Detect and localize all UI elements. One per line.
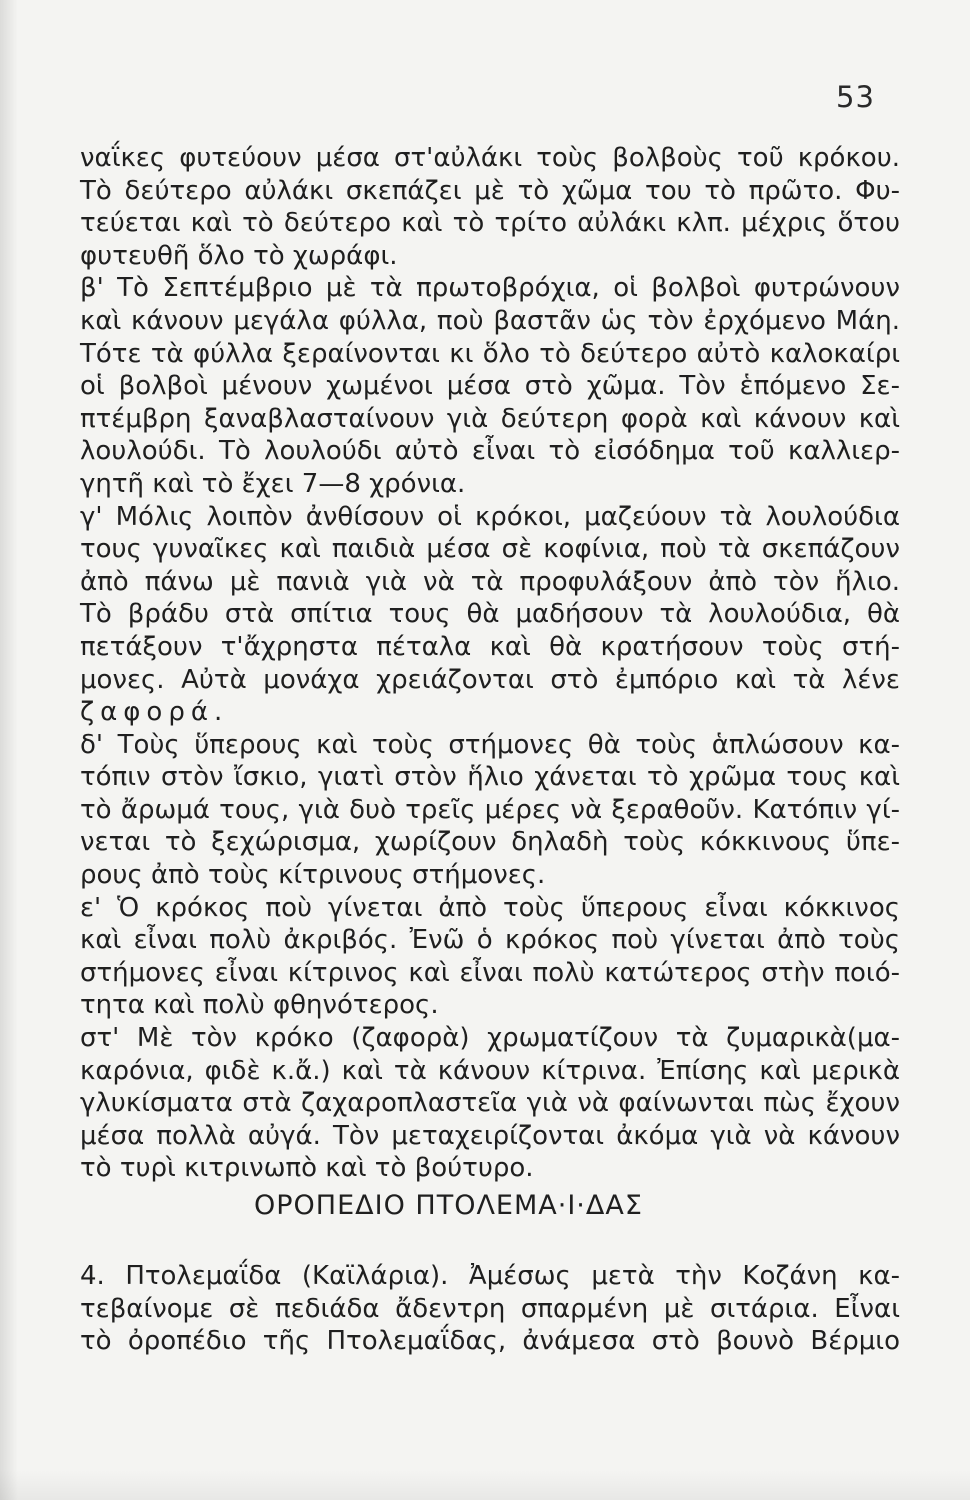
- text-line: νεται τὸ ξεχώρισμα, χωρίζουν δηλαδὴ τοὺς κόκκινους ὕπε-: [80, 827, 900, 858]
- text-line: γητῆ καὶ τὸ ἔχει 7—8 χρόνια.: [80, 468, 466, 499]
- text-line: πτέμβρη ξαναβλασταίνουν γιὰ δεύτερη φορὰ καὶ κάνουν καὶ: [80, 403, 900, 434]
- text-line: β' Τὸ Σεπτέμβριο μὲ τὰ πρωτοβρόχια, οἱ βολβοὶ φυτρώνουν: [80, 273, 900, 304]
- text-line: γλυκίσματα στὰ ζαχαροπλαστεῖα γιὰ νὰ φαίνωνται πὼς ἔχουν: [80, 1088, 900, 1119]
- text-line: ναΐκες φυτεύουν μέσα στ'αὐλάκι τοὺς βολβοὺς τοῦ κρόκου.: [80, 143, 900, 173]
- text-line: μέσα πολλὰ αὐγά. Τὸν μεταχειρίζονται ἀκόμα γιὰ νὰ κάνουν: [80, 1120, 900, 1151]
- page-number: 53: [836, 80, 875, 114]
- text-line: Τὸ δεύτερο αὐλάκι σκεπάζει μὲ τὸ χῶμα του τὸ πρῶτο. Φυ-: [80, 175, 900, 206]
- text-line: στήμονες εἶναι κίτρινος καὶ εἶναι πολὺ κατώτερος στὴν ποιό-: [80, 957, 900, 988]
- text-line: στ' Μὲ τὸν κρόκο (ζαφορὰ) χρωματίζουν τὰ ζυμαρικὰ(μα-: [80, 1023, 900, 1054]
- text-line: καὶ κάνουν μεγάλα φύλλα, ποὺ βαστᾶν ὡς τὸν ἐρχόμενο Μάη.: [80, 305, 900, 336]
- text-line: πετάξουν τ'ἄχρηστα πέταλα καὶ θὰ κρατήσουν τοὺς στή-: [80, 631, 900, 662]
- text-line: οἱ βολβοὶ μένουν χωμένοι μέσα στὸ χῶμα. Τὸν ἑπόμενο Σε-: [80, 371, 900, 402]
- text-line: λουλούδι. Τὸ λουλούδι αὐτὸ εἶναι τὸ εἰσόδημα τοῦ καλλιερ-: [80, 436, 900, 467]
- text-line: καὶ εἶναι πολὺ ἀκριβός. Ἐνῶ ὁ κρόκος ποὺ γίνεται ἀπὸ τοὺς: [80, 925, 900, 956]
- text-line: τους γυναῖκες καὶ παιδιὰ μέσα σὲ κοφίνια, ποὺ τὰ σκεπάζουν: [80, 534, 900, 565]
- section-body-text: [80, 1260, 900, 1358]
- text-line: τὸ ὀροπέδιο τῆς Πτολεμαΐδας, ἀνάμεσα στὸ βουνὸ Βέρμιο: [80, 1326, 900, 1357]
- text-line: καρόνια, φιδὲ κ.ἄ.) καὶ τὰ κάνουν κίτρινα. Ἐπίσης καὶ μερικὰ: [80, 1055, 900, 1086]
- text-line: Τότε τὰ φύλλα ξεραίνονται κι ὅλο τὸ δεύτερο αὐτὸ καλοκαίρι: [80, 338, 900, 369]
- text-line: τεβαίνομε σὲ πεδιάδα ἄδεντρη σπαρμένη μὲ σιτάρια. Εἶναι: [80, 1293, 900, 1324]
- section-heading: ΟΡΟΠΕΔΙΟ ΠΤΟΛΕΜΑ·Ι·ΔΑΣ: [254, 1190, 643, 1221]
- body-text: [80, 142, 900, 1185]
- text-line: τὸ τυρὶ κιτρινωπὸ καὶ τὸ βούτυρο.: [80, 1153, 534, 1184]
- text-line: τόπιν στὸν ἴσκιο, γιατὶ στὸν ἥλιο χάνεται τὸ χρῶμα τους καὶ: [80, 762, 900, 793]
- text-line: γ' Μόλις λοιπὸν ἀνθίσουν οἱ κρόκοι, μαζεύουν τὰ λουλούδια: [80, 501, 900, 532]
- text-line: ρους ἀπὸ τοὺς κίτρινους στήμονες.: [80, 860, 546, 891]
- text-line: ἀπὸ πάνω μὲ πανιὰ γιὰ νὰ τὰ προφυλάξουν ἀπὸ τὸν ἥλιο.: [80, 566, 900, 597]
- text-line: τητα καὶ πολὺ φθηνότερος.: [80, 990, 439, 1021]
- text-line: τεύεται καὶ τὸ δεύτερο καὶ τὸ τρίτο αὐλάκι κλπ. μέχρις ὅτου: [80, 208, 900, 239]
- text-line: τὸ ἄρωμά τους, γιὰ δυὸ τρεῖς μέρες νὰ ξεραθοῦν. Κατόπιν γί-: [80, 794, 900, 825]
- text-line: δ' Τοὺς ὕπερους καὶ τοὺς στήμονες θὰ τοὺς ἁπλώσουν κα-: [80, 729, 900, 760]
- text-line: ζαφορά.: [80, 697, 229, 728]
- text-line: φυτευθῆ ὅλο τὸ χωράφι.: [80, 240, 398, 271]
- text-line: ε' Ὁ κρόκος ποὺ γίνεται ἀπὸ τοὺς ὕπερους εἶναι κόκκινος: [80, 892, 900, 923]
- text-line: μονες. Αὐτὰ μονάχα χρειάζονται στὸ ἐμπόριο καὶ τὰ λένε: [80, 664, 900, 695]
- text-line: 4. Πτολεμαΐδα (Καϊλάρια). Ἀμέσως μετὰ τὴν Κοζάνη κα-: [80, 1261, 900, 1291]
- text-line: Τὸ βράδυ στὰ σπίτια τους θὰ μαδήσουν τὰ λουλούδια, θὰ: [80, 599, 900, 630]
